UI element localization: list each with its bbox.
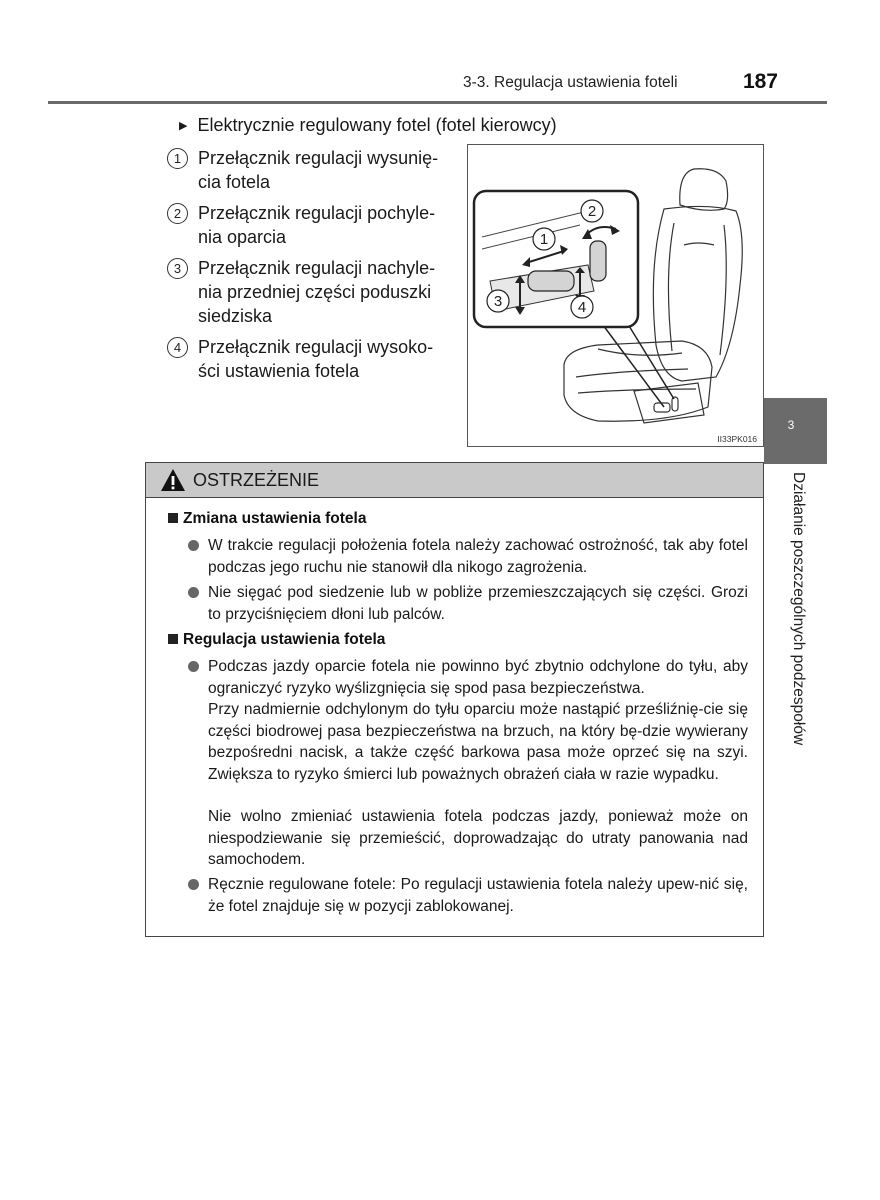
chapter-number: 3 [787,418,795,432]
bullet-dot-icon [188,587,199,598]
warning-paragraph-text: Nie wolno zmieniać ustawienia fotela podczas jazdy, ponieważ może on niespodziewanie się przemieścić, doprowadzając do utraty panowania nad samochodem. [208,808,748,868]
square-bullet-icon [168,634,178,644]
header-rule [48,101,827,104]
adjuster-item [166,146,458,194]
running-header-section: 3-3. Regulacja ustawienia foteli [463,74,678,91]
warning-item-text: Podczas jazdy oparcie fotela nie powinno być zbytnio odchylone do tyłu, aby ograniczyć ryzyko wyślizgnięcia się spod pasa bezpieczeństwa. [208,658,748,697]
warning-section-title [168,631,385,649]
page-number: 187 [742,70,778,93]
warning-triangle-icon [160,468,186,492]
adjuster-item [166,256,458,328]
callout-number: 1 [167,148,188,169]
warning-paragraph-text: Przy nadmiernie odchylonym do tyłu oparciu może nastąpić prześliźnię-cie się części biodrowej pasa bezpieczeństwa na brzuch, na który bę-dzie wywierany bezpośredni nacisk, a także część barkowa pasa może oprzeć się na szyi. Zwiększa to ryzyko śmierci lub poważnych obrażeń ciała w razie wypadku. [208,701,748,783]
warning-extra-paragraph [189,699,748,785]
callout-number: 3 [167,258,188,279]
warning-item-text: Nie sięgać pod siedzenie lub w pobliże przemieszczających się części. Grozi to przyciśnięciem dłoni lub palców. [208,584,748,623]
bullet-dot-icon [188,879,199,890]
figure-callout-1: 1 [539,231,549,248]
warning-item [189,656,748,699]
adjuster-text: Przełącznik regulacji pochyle- nia oparcia [198,203,436,247]
figure-code: II33PK016 [717,434,757,444]
warning-item-text: W trakcie regulacji położenia fotela należy zachować ostrożność, tak aby fotel podczas jego ruchu nie stanowił dla nikogo zagrożenia. [208,537,748,576]
seat-drawing [468,145,763,446]
section-title-text: Regulacja ustawienia fotela [183,631,386,648]
warning-item [189,874,748,917]
warning-extra-paragraph [189,806,748,871]
bullet-dot-icon [188,661,199,672]
chapter-tab [764,398,827,464]
bullet-dot-icon [188,540,199,551]
adjuster-text: Przełącznik regulacji wysoko- ści ustawienia fotela [198,337,434,381]
warning-item-text: Ręcznie regulowane fotele: Po regulacji ustawienia fotela należy upew-nić się, że fotel znajduje się w pozycji zablokowanej. [208,876,748,915]
figure-callout-2: 2 [587,203,597,220]
triangle-bullet-icon: ▶ [179,120,188,132]
warning-header [146,463,763,498]
adjuster-list [166,146,458,390]
adjuster-text: Przełącznik regulacji wysunię- cia fotela [198,148,439,192]
callout-number: 2 [167,203,188,224]
callout-number: 4 [167,337,188,358]
adjuster-item [166,201,458,249]
figure-callout-3: 3 [493,293,503,310]
warning-box [145,462,764,937]
section-title-text: Zmiana ustawienia fotela [183,510,367,527]
adjuster-item [166,335,458,383]
warning-item [189,582,748,625]
intro-heading [179,115,557,136]
warning-item [189,535,748,578]
square-bullet-icon [168,513,178,523]
warning-section-title [168,510,366,528]
chapter-title: Działanie poszczególnych podzespołów [790,472,807,746]
figure-callout-4: 4 [577,299,587,316]
seat-illustration [467,144,764,447]
intro-heading-text: Elektrycznie regulowany fotel (fotel kierowcy) [197,115,557,135]
adjuster-text: Przełącznik regulacji nachyle- nia przedniej części poduszki siedziska [198,258,436,326]
warning-title: OSTRZEŻENIE [193,470,320,490]
